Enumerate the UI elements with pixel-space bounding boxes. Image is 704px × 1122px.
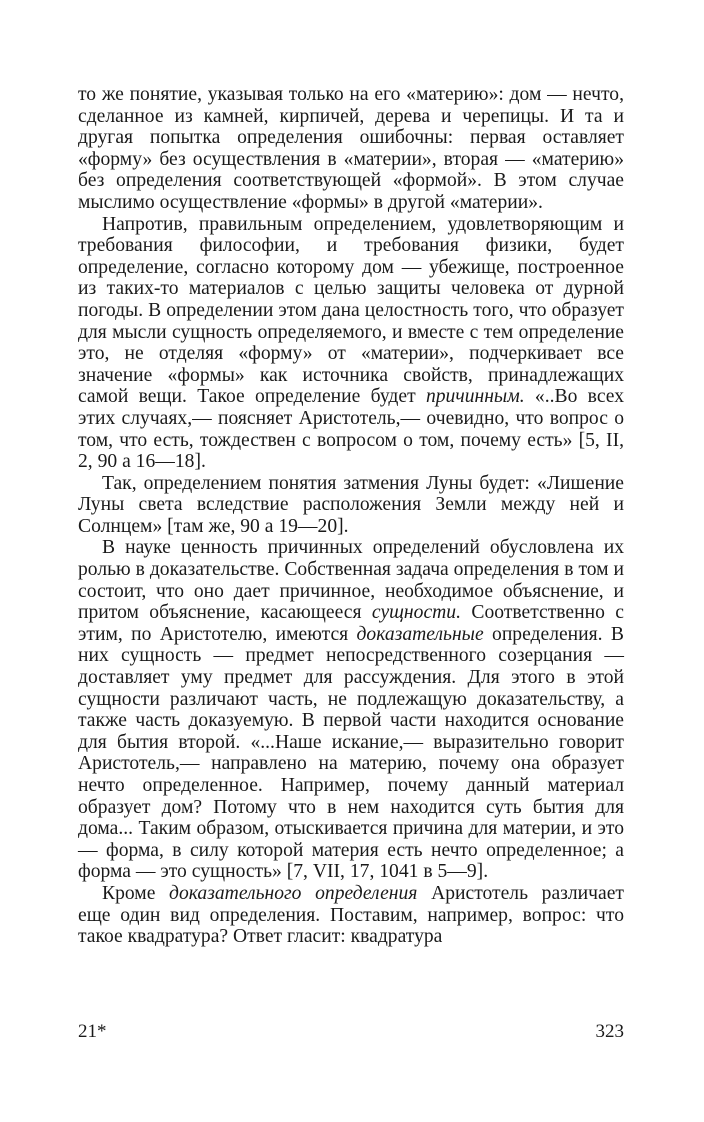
text-segment: то же понятие, указывая только на его «материю»: дом — нечто, сделанное из камней, кирпичей, дерева и черепицы. И та и другая попытка определения ошибочны: первая оставляет «форму» без осуществления в «материи», вторая — «материю» без определения соответствующей «формой». В этом случае мыслимо осуществление «формы» в другой «материи». xyxy=(78,84,624,213)
text-segment: определения. В них сущность — предмет непосредственного созерцания — доставляет уму предмет для рассуждения. Для этого в этой сущности различают часть, не подлежащую доказательству, а также часть доказуемую. В первой части находится основание для бытия второй. «...Наше искание,— выразительно говорит Аристотель,— направлено на материю, почему она образует нечто определенное. Например, почему данный материал образует дом? Потому что в нем находится суть бытия для дома... Таким образом, отыскивается причина для материи, и это — форма, в силу которой материя есть нечто определенное; а форма — это сущность» [7, VII, 17, 1041 в 5—9]. xyxy=(78,623,624,883)
text-segment: В науке ценность причинных определений обусловлена их ролью в доказательстве. Собственная задача определения в том и состоит, что оно дает причинное, необходимое объяснение, и притом объяснение, касающееся xyxy=(78,537,624,624)
page-number: 323 xyxy=(595,1021,624,1042)
page-body xyxy=(78,84,624,948)
paragraph xyxy=(78,214,624,473)
signature-mark: 21* xyxy=(78,1021,107,1042)
text-segment: «..Во всех этих случаях,— поясняет Аристотель,— очевидно, что вопрос о том, что есть, тождествен с вопросом о том, почему есть» [5, II, 2, 90 а 16—18]. xyxy=(78,386,624,473)
text-segment: Кроме xyxy=(102,882,170,904)
paragraph xyxy=(78,84,624,214)
paragraph xyxy=(78,883,624,948)
italic-text: сущности. xyxy=(371,602,461,624)
text-segment: Напротив, правильным определением, удовлетворяющим и требования философии, и требования физики, будет определение, согласно которому дом — убежище, построенное из таких-то материалов с целью защиты человека от дурной погоды. В определении этом дана целостность того, что образует для мысли сущность определяемого, и вместе с тем определение это, не отделяя «форму» от «материи», подчеркивает все значение «формы» как источника свойств, принадлежащих самой вещи. Такое определение будет xyxy=(78,213,624,408)
italic-text: доказательного определения xyxy=(169,882,418,904)
italic-text: причинным. xyxy=(425,386,525,408)
paragraph xyxy=(78,537,624,883)
text-segment: Аристотель различает еще один вид определения. Поставим, например, вопрос: что такое квадратура? Ответ гласит: квадратура xyxy=(78,882,624,948)
italic-text: доказательные xyxy=(356,623,484,645)
paragraph xyxy=(78,473,624,538)
page-footer xyxy=(78,1021,624,1043)
text-segment: Так, определением понятия затмения Луны будет: «Лишение Луны света вследствие расположения Земли между ней и Солнцем» [там же, 90 а 19—20]. xyxy=(78,472,624,537)
text-segment: Соответственно с этим, по Аристотелю, имеются xyxy=(78,602,624,645)
